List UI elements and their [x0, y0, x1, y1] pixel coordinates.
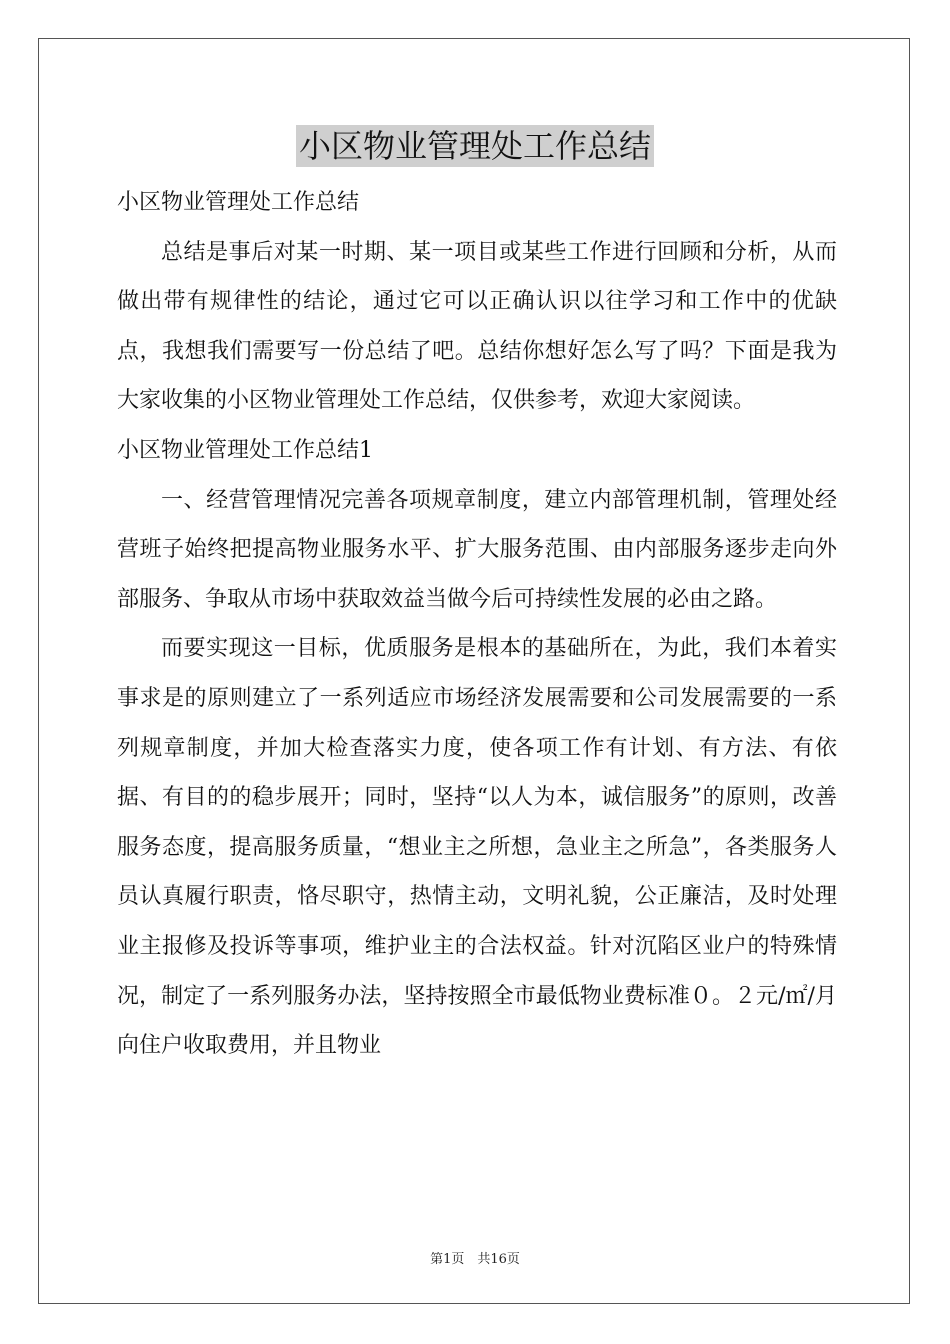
- document-title: 小区物业管理处工作总结: [296, 125, 654, 167]
- title-container: [0, 125, 950, 167]
- body-paragraph-1: 一、经营管理情况完善各项规章制度，建立内部管理机制，管理处经营班子始终把提高物业服务水平、扩大服务范围、由内部服务逐步走向外部服务、争取从市场中获取效益当做今后可持续性发展的必由之路。: [117, 487, 837, 612]
- document-subtitle: 小区物业管理处工作总结: [117, 190, 360, 215]
- document-body: [117, 178, 837, 1071]
- body-paragraph-2: 而要实现这一目标，优质服务是根本的基础所在，为此，我们本着实事求是的原则建立了一系列适应市场经济发展需要和公司发展需要的一系列规章制度，并加大检查落实力度，使各项工作有计划、有方法、有依据、有目的的稳步展开；同时，坚持“以人为本，诚信服务”的原则，改善服务态度，提高服务质量，“想业主之所想，急业主之所急”，各类服务人员认真履行职责，恪尽职守，热情主动，文明礼貌，公正廉洁，及时处理业主报修及投诉等事项，维护业主的合法权益。针对沉陷区业户的特殊情况，制定了一系列服务办法，坚持按照全市最低物业费标准０。２元/㎡/月向住户收取费用，并且物业: [117, 636, 837, 1059]
- intro-paragraph: 总结是事后对某一时期、某一项目或某些工作进行回顾和分析，从而做出带有规律性的结论，通过它可以正确认识以往学习和工作中的优缺点，我想我们需要写一份总结了吧。总结你想好怎么写了吗？下面是我为大家收集的小区物业管理处工作总结，仅供参考，欢迎大家阅读。: [117, 239, 837, 414]
- section-heading: 小区物业管理处工作总结1: [117, 437, 373, 463]
- page-footer: 第1页 共16页: [430, 1252, 520, 1267]
